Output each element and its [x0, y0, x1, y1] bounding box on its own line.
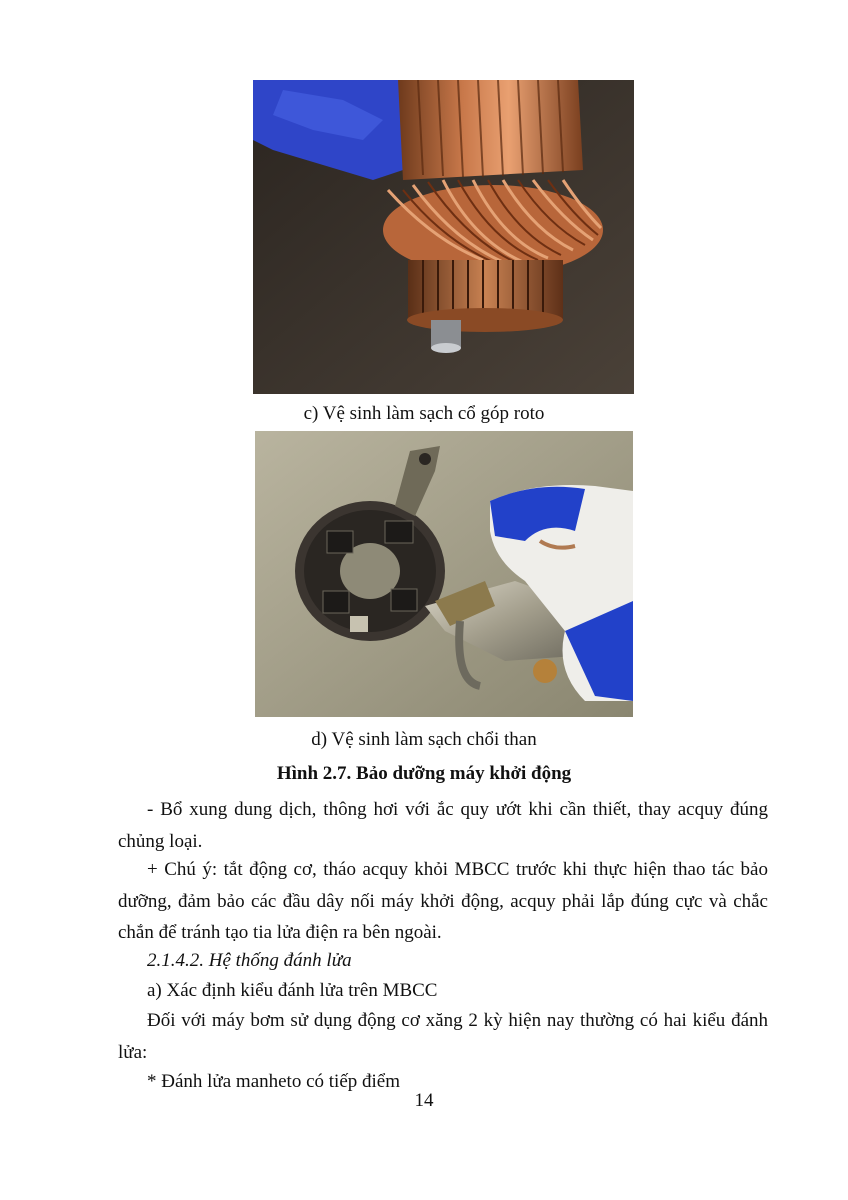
subsection-heading: a) Xác định kiểu đánh lửa trên MBCC — [147, 980, 438, 1001]
paragraph-battery: - Bổ xung dung dịch, thông hơi với ắc quy ướt khi cần thiết, thay acquy đúng chủng loại. — [118, 799, 768, 852]
figure-title: Hình 2.7. Bảo dưỡng máy khởi động — [276, 763, 572, 784]
figure-caption-c: c) Vệ sinh làm sạch cổ góp roto — [303, 403, 545, 424]
page-number: 14 — [414, 1090, 434, 1111]
figure-caption-d: d) Vệ sinh làm sạch chổi than — [311, 729, 537, 750]
photo-commutator-rotor — [253, 80, 634, 394]
paragraph-ignition: Đối với máy bơm sử dụng động cơ xăng 2 kỳ hiện nay thường có hai kiểu đánh lửa: — [118, 1010, 768, 1063]
paragraph-note: + Chú ý: tắt động cơ, tháo acquy khỏi MBCC trước khi thực hiện thao tác bảo dưỡng, đảm bảo các đầu dây nối máy khởi động, acquy phải lắp đúng cực và chắc chắn để tránh tạo tia lửa điện ra bên ngoài. — [118, 859, 768, 943]
section-heading: 2.1.4.2. Hệ thống đánh lửa — [147, 950, 352, 971]
photo-brush-holder — [255, 431, 633, 717]
list-item-magneto: * Đánh lửa manheto có tiếp điểm — [147, 1071, 401, 1092]
